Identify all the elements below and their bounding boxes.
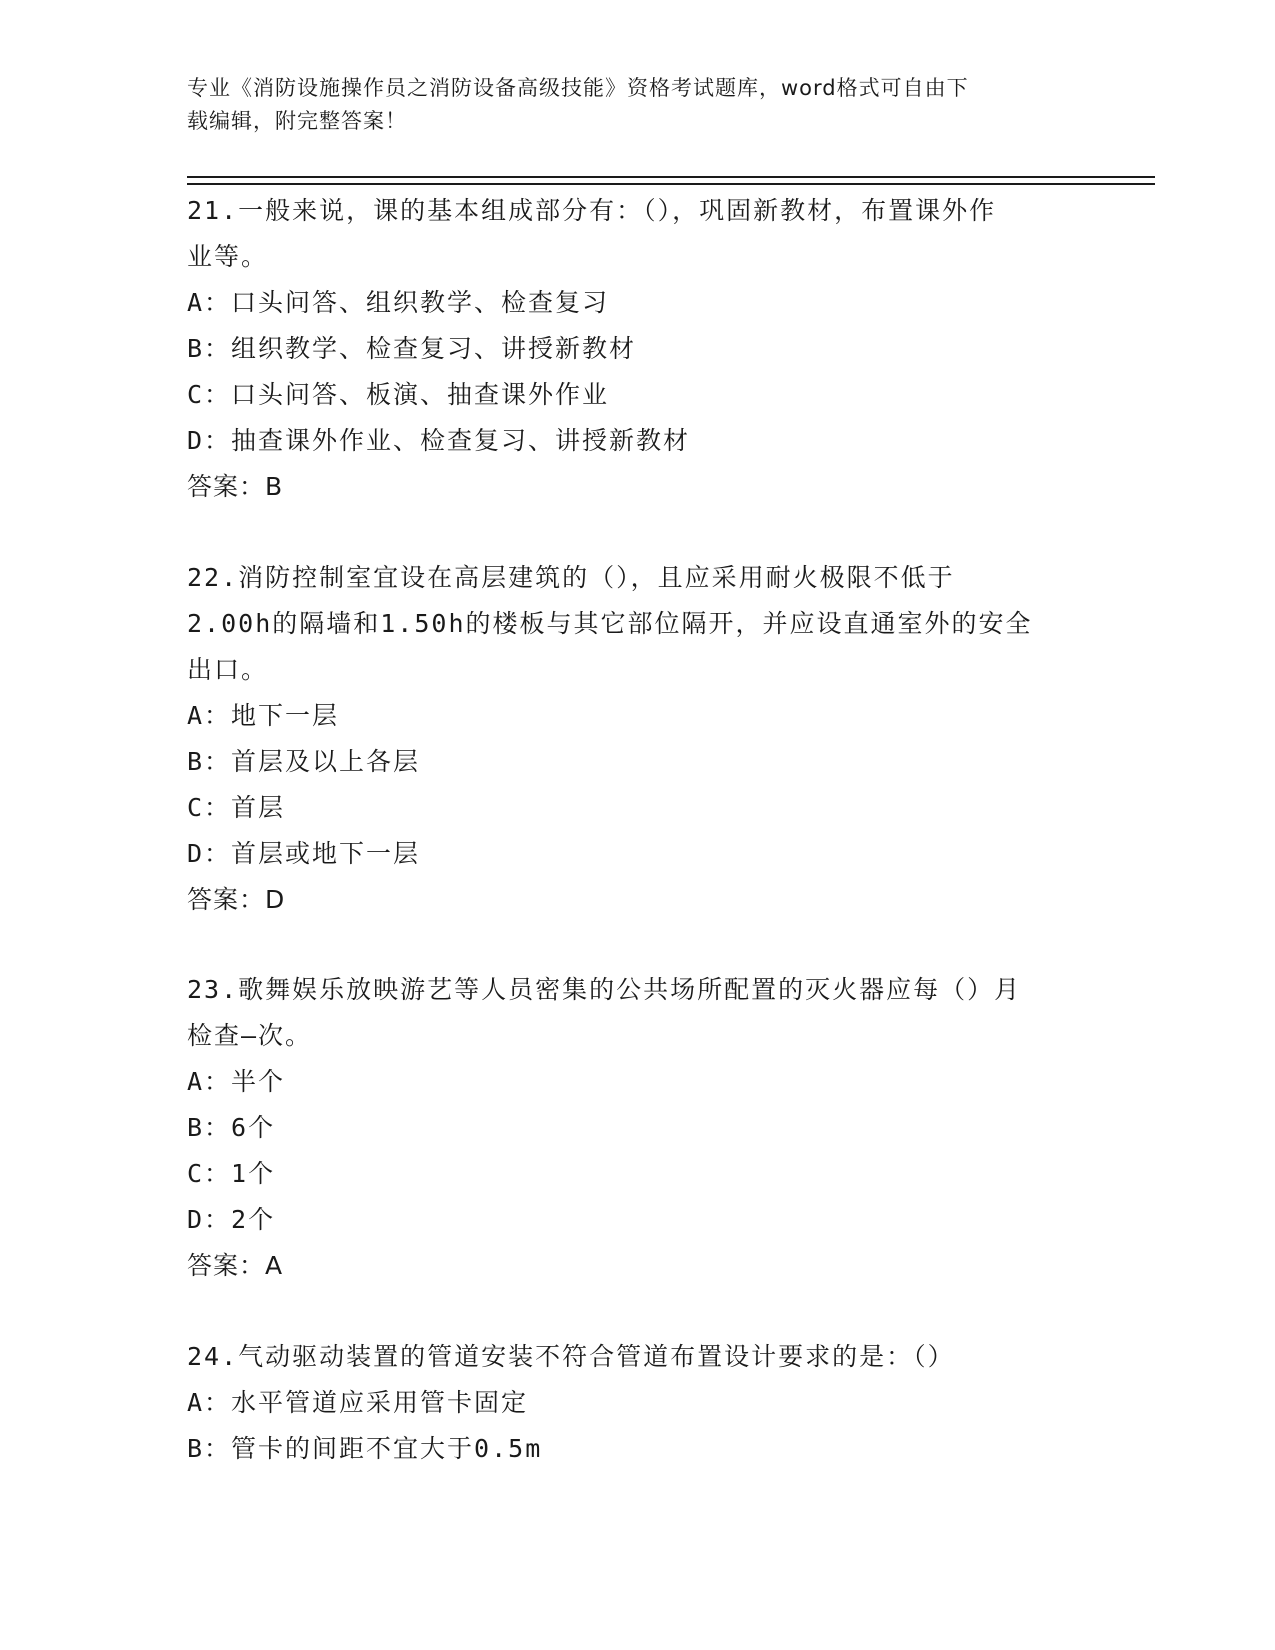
option-b: B：6个 <box>187 1113 276 1142</box>
header-divider-top <box>187 176 1155 178</box>
question-24 <box>187 1334 1087 1472</box>
question-stem-line: 21.一般来说，课的基本组成部分有：（），巩固新教材，布置课外作 <box>187 196 997 225</box>
header-line-2: 载编辑，附完整答案！ <box>187 109 407 133</box>
option-list <box>187 1059 1087 1243</box>
option-c: C：首层 <box>187 793 286 822</box>
option-a: A：半个 <box>187 1067 286 1096</box>
answer-label: 答案：D <box>187 885 286 914</box>
question-23 <box>187 967 1087 1289</box>
question-22 <box>187 555 1087 923</box>
header-divider-bottom <box>187 183 1155 185</box>
option-d: D：2个 <box>187 1205 276 1234</box>
question-stem-line: 2.00h的隔墙和1.50h的楼板与其它部位隔开，并应设直通室外的安全 <box>187 609 1033 638</box>
header-line-1: 专业《消防设施操作员之消防设备高级技能》资格考试题库，word格式可自由下 <box>187 76 969 100</box>
answer-label: 答案：B <box>187 472 284 501</box>
option-d: D：抽查课外作业、检查复习、讲授新教材 <box>187 426 691 455</box>
question-stem-line: 检查—次。 <box>187 1021 313 1050</box>
question-stem-line: 24.气动驱动装置的管道安装不符合管道布置设计要求的是：（） <box>187 1342 955 1371</box>
option-list <box>187 1380 1087 1472</box>
option-a: A：地下一层 <box>187 701 340 730</box>
question-stem-line: 22.消防控制室宜设在高层建筑的（），且应采用耐火极限不低于 <box>187 563 955 592</box>
option-c: C：1个 <box>187 1159 276 1188</box>
option-a: A：水平管道应采用管卡固定 <box>187 1388 529 1417</box>
question-21 <box>187 188 1087 510</box>
option-list <box>187 693 1087 877</box>
option-d: D：首层或地下一层 <box>187 839 421 868</box>
option-list <box>187 280 1087 464</box>
option-b: B：组织教学、检查复习、讲授新教材 <box>187 334 637 363</box>
option-b: B：首层及以上各层 <box>187 747 421 776</box>
question-stem-line: 23.歌舞娱乐放映游艺等人员密集的公共场所配置的灭火器应每（）月 <box>187 975 1022 1004</box>
option-a: A：口头问答、组织教学、检查复习 <box>187 288 610 317</box>
document-header <box>187 72 1087 138</box>
answer-label: 答案：A <box>187 1251 284 1280</box>
question-stem-line: 业等。 <box>187 242 269 271</box>
question-stem-line: 出口。 <box>187 655 269 684</box>
option-b: B：管卡的间距不宜大于0.5m <box>187 1434 543 1463</box>
option-c: C：口头问答、板演、抽查课外作业 <box>187 380 610 409</box>
